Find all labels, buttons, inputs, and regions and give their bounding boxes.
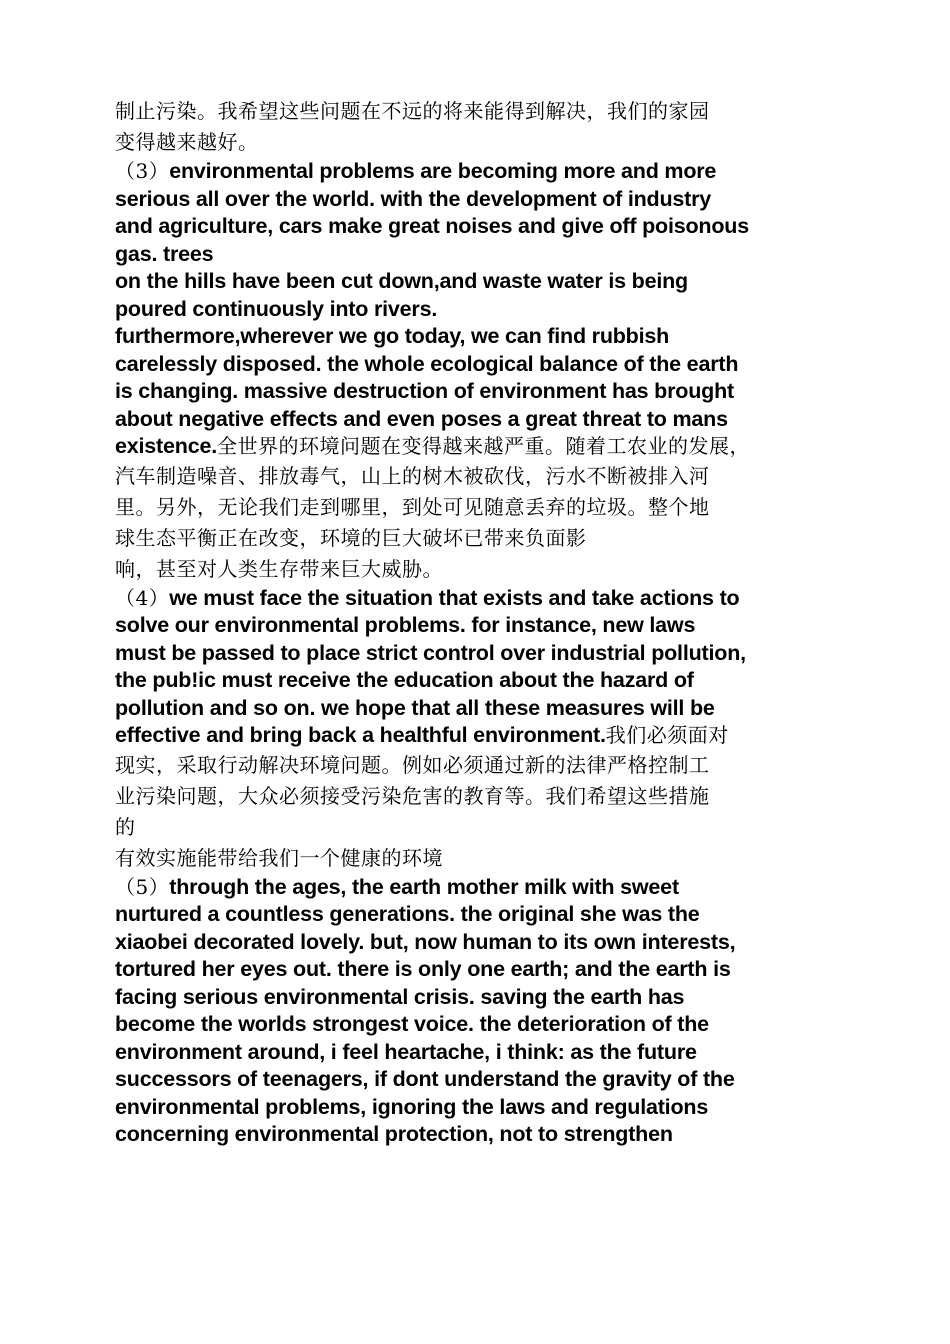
english-text: facing serious environmental crisis. saving the earth has xyxy=(115,984,685,1009)
english-text: about negative effects and even poses a great threat to mans xyxy=(115,406,728,431)
english-text: nurtured a countless generations. the original she was the xyxy=(115,902,700,926)
english-text: become the worlds strongest voice. the deterioration of the xyxy=(115,1012,709,1036)
text-line xyxy=(115,1121,845,1149)
text-line xyxy=(115,929,845,957)
english-text: must be passed to place strict control over industrial pollution, xyxy=(115,640,746,665)
chinese-text: （3） xyxy=(115,159,170,183)
text-line xyxy=(115,268,845,296)
english-text: pollution and so on. we hope that all these measures will be xyxy=(115,695,715,720)
text-line xyxy=(115,901,845,929)
text-line xyxy=(115,296,845,324)
chinese-text: 变得越来越好。 xyxy=(115,130,259,154)
chinese-text: （4） xyxy=(115,585,170,610)
text-line xyxy=(115,213,845,241)
english-text: concerning environmental protection, not to strengthen xyxy=(115,1122,673,1146)
english-text: the pub!ic must receive the education about the hazard of xyxy=(115,668,694,692)
chinese-text: 制止污染。我希望这些问题在不远的将来能得到解决，我们的家园 xyxy=(115,99,710,123)
chinese-text: 有效实施能带给我们一个健康的环境 xyxy=(115,845,443,870)
text-line xyxy=(115,667,845,695)
english-text: on the hills have been cut down,and waste water is being xyxy=(115,269,688,293)
text-line xyxy=(115,523,845,554)
text-line xyxy=(115,874,845,902)
text-line xyxy=(115,241,845,269)
chinese-text: 汽车制造噪音、排放毒气，山上的树木被砍伐，污水不断被排入河 xyxy=(115,463,710,488)
text-line xyxy=(115,781,845,812)
english-text: furthermore,wherever we go today, we can find rubbish xyxy=(115,324,670,348)
text-line xyxy=(115,186,845,214)
text-line xyxy=(115,1039,845,1067)
english-text: environment around, i feel heartache, i think: as the future xyxy=(115,1039,697,1064)
text-line xyxy=(115,492,845,523)
english-text: environmental problems, ignoring the laws and regulations xyxy=(115,1094,709,1119)
english-text: poured continuously into rivers. xyxy=(115,296,438,321)
text-line xyxy=(115,695,845,723)
text-line xyxy=(115,127,845,158)
chinese-text: 球生态平衡正在改变，环境的巨大破坏已带来负面影 xyxy=(115,525,587,550)
text-line xyxy=(115,406,845,434)
text-line xyxy=(115,750,845,781)
english-text: is changing. massive destruction of environment has brought xyxy=(115,379,734,403)
text-line xyxy=(115,612,845,640)
english-text: xiaobei decorated lovely. but, now human to its own interests, xyxy=(115,929,736,954)
chinese-text: 里。另外，无论我们走到哪里，到处可见随意丢弃的垃圾。整个地 xyxy=(115,494,710,519)
english-text: carelessly disposed. the whole ecological balance of the earth xyxy=(115,351,739,376)
english-text: through the ages, the earth mother milk with sweet xyxy=(169,874,679,899)
english-text: existence. xyxy=(115,434,217,458)
chinese-text: 我们必须面对 xyxy=(605,723,729,747)
text-line xyxy=(115,984,845,1012)
text-line xyxy=(115,378,845,406)
english-text: gas. trees xyxy=(115,241,214,266)
text-line xyxy=(115,640,845,668)
chinese-text: （5） xyxy=(115,874,170,899)
english-text: environmental problems are becoming more and more xyxy=(169,159,717,183)
text-line xyxy=(115,722,845,750)
text-line xyxy=(115,585,845,613)
chinese-text: 现实，采取行动解决环境问题。例如必须通过新的法律严格控制工 xyxy=(115,752,710,777)
chinese-text: 响，甚至对人类生存带来巨大威胁。 xyxy=(115,556,443,581)
document-body xyxy=(115,96,845,1149)
english-text: serious all over the world. with the development of industry xyxy=(115,186,712,211)
english-text: successors of teenagers, if dont understand the gravity of the xyxy=(115,1067,735,1091)
text-line xyxy=(115,1011,845,1039)
english-text: tortured her eyes out. there is only one earth; and the earth is xyxy=(115,957,731,981)
text-line xyxy=(115,812,845,843)
text-line xyxy=(115,461,845,492)
english-text: solve our environmental problems. for instance, new laws xyxy=(115,613,696,637)
text-line xyxy=(115,323,845,351)
english-text: we must face the situation that exists and take actions to xyxy=(169,585,740,610)
text-line xyxy=(115,96,845,127)
text-line xyxy=(115,843,845,874)
text-line xyxy=(115,1066,845,1094)
english-text: effective and bring back a healthful environment. xyxy=(115,723,606,747)
text-line xyxy=(115,554,845,585)
text-line xyxy=(115,433,845,461)
text-line xyxy=(115,351,845,379)
chinese-text: 业污染问题，大众必须接受污染危害的教育等。我们希望这些措施 xyxy=(115,783,710,808)
chinese-text: 全世界的环境问题在变得越来越严重。随着工农业的发展， xyxy=(216,434,750,458)
english-text: and agriculture, cars make great noises and give off poisonous xyxy=(115,214,749,238)
chinese-text: 的 xyxy=(115,814,136,839)
text-line xyxy=(115,956,845,984)
text-line xyxy=(115,158,845,186)
text-line xyxy=(115,1094,845,1122)
